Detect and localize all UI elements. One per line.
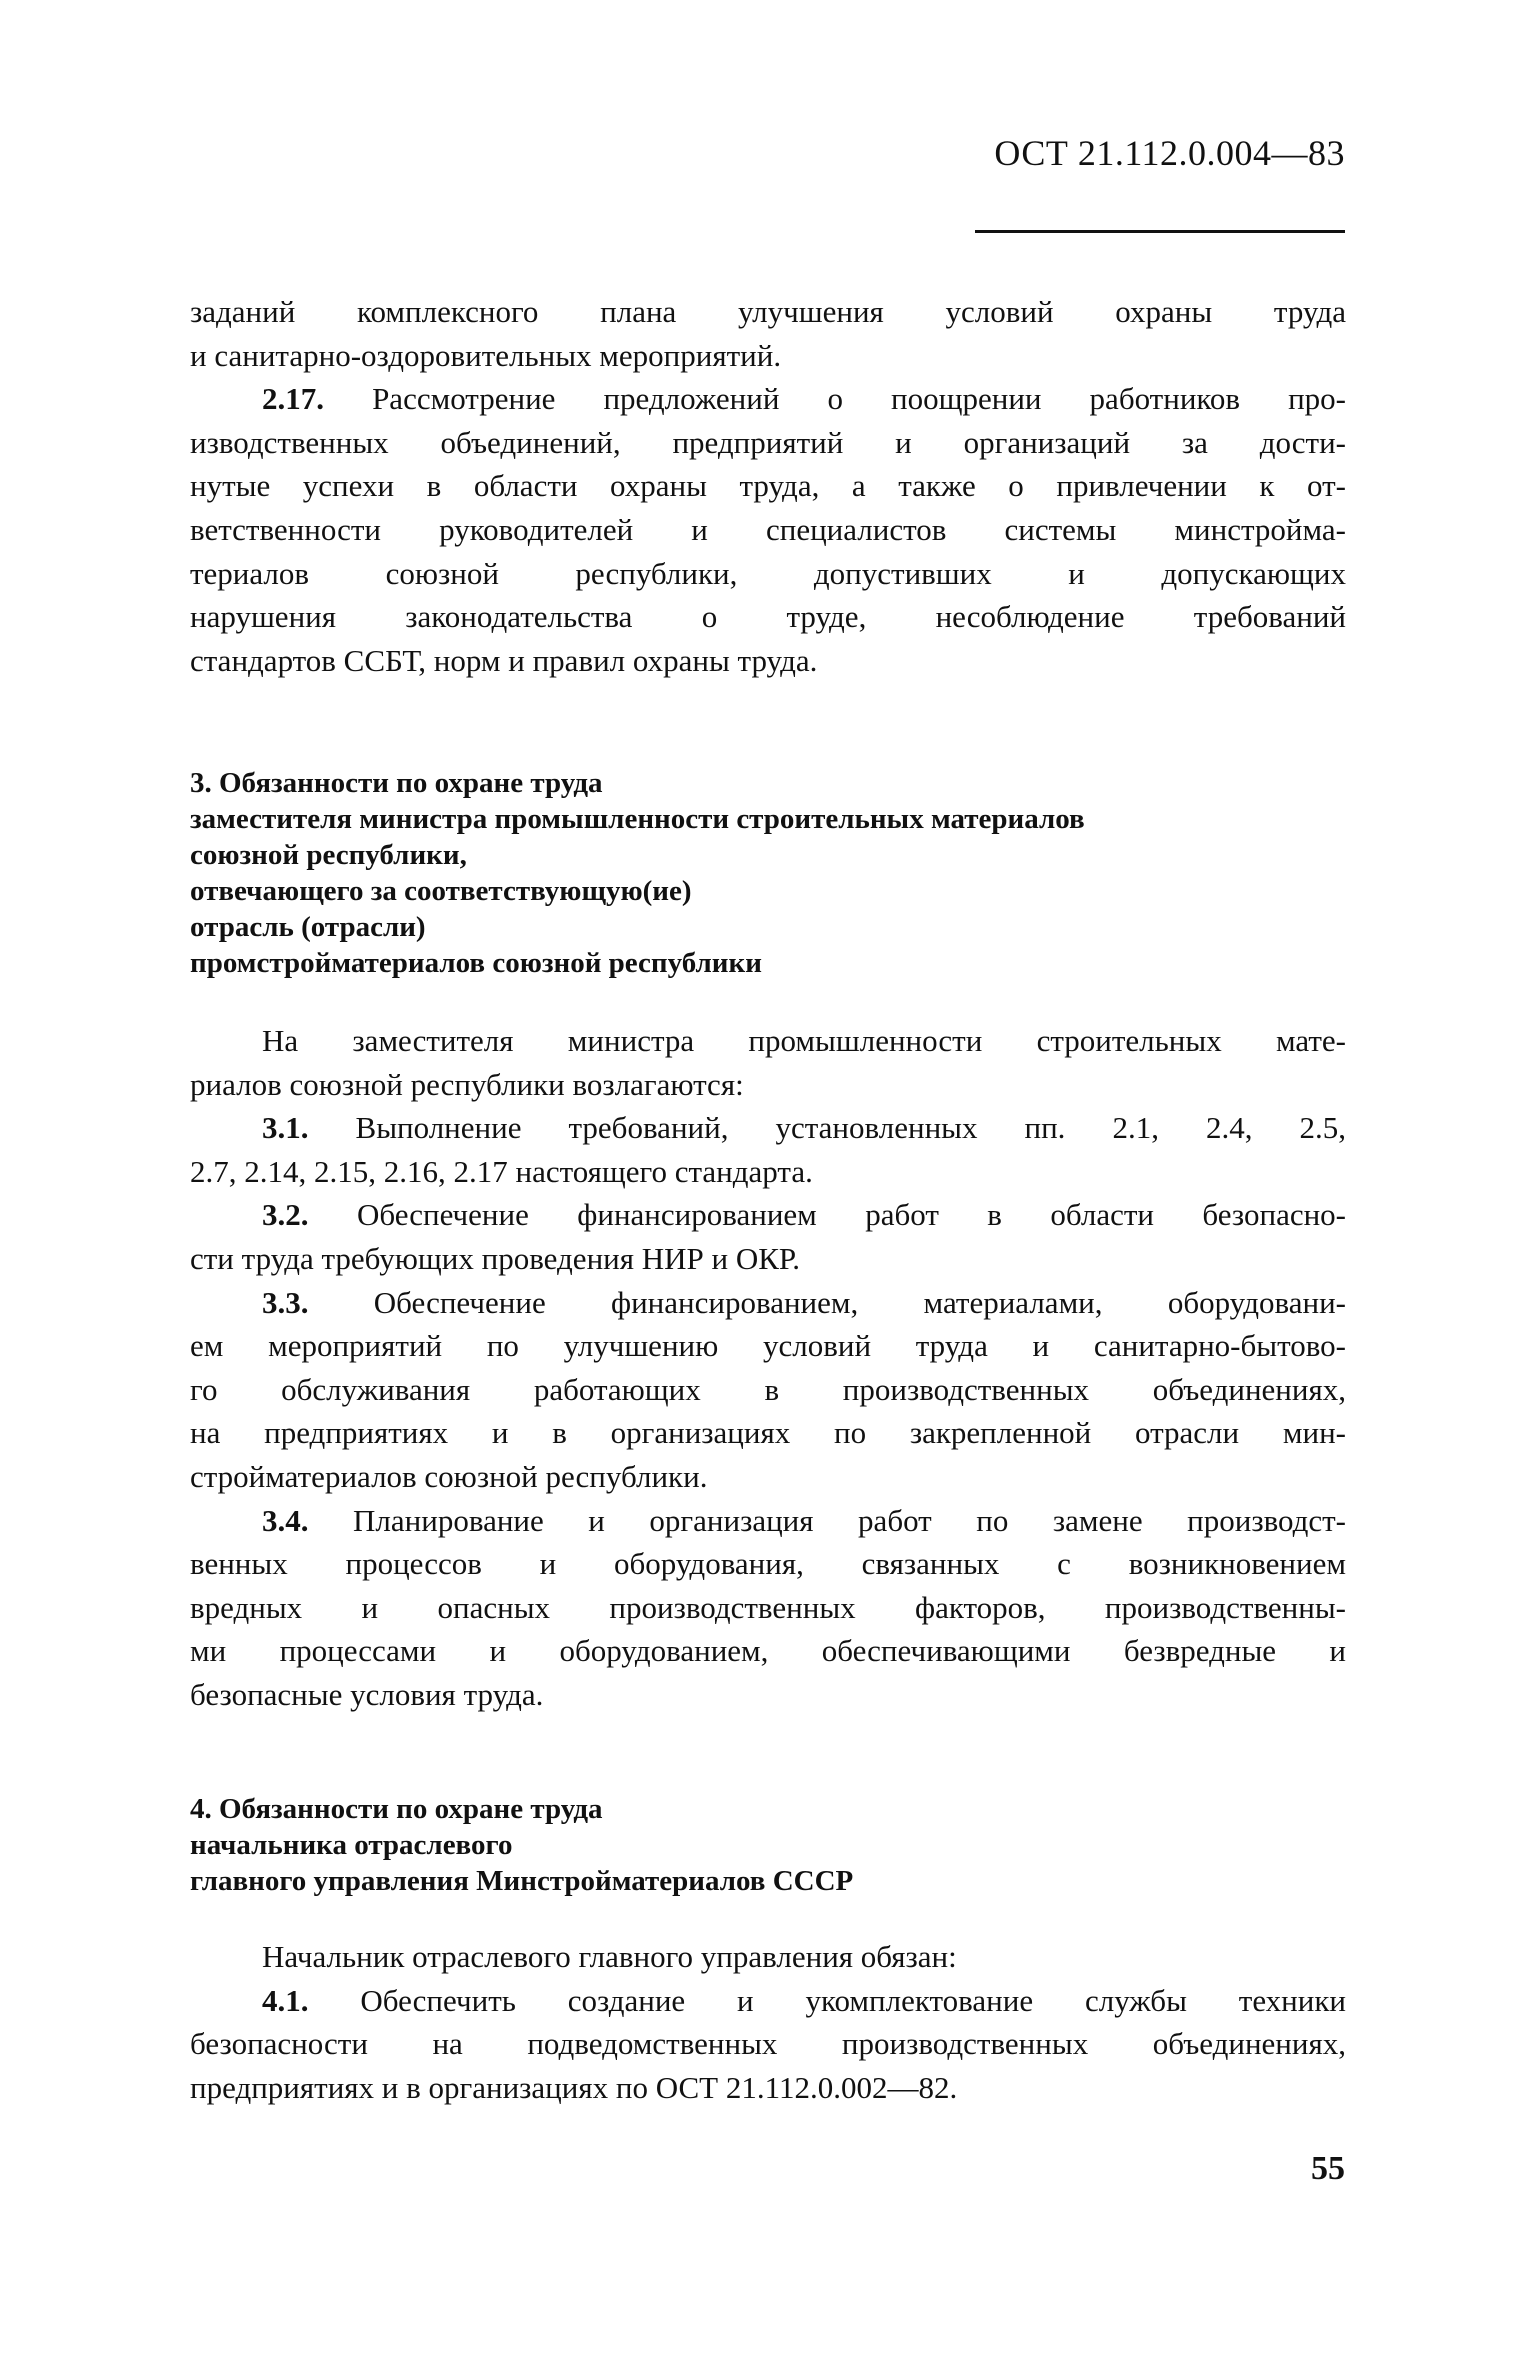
numbered-clause <box>190 1106 1346 1193</box>
numbered-clause <box>190 1499 1346 1717</box>
numbered-clause <box>190 1193 1346 1280</box>
text-line <box>190 1411 1346 1455</box>
text-line <box>190 1281 1346 1325</box>
heading-line: заместителя министра промышленности строительных материалов <box>190 803 1085 835</box>
text-line <box>190 639 1346 683</box>
text-line <box>190 1673 1346 1717</box>
text-line <box>190 377 1346 421</box>
text-block <box>190 1935 1346 2109</box>
text-line <box>190 1629 1346 1673</box>
line-text: на предприятиях и в организациях по закрепленной отрасли мин- <box>190 1415 1346 1451</box>
line-text: Обеспечение финансированием работ в области безопасно- <box>356 1197 1347 1233</box>
section-heading <box>190 1791 1346 1899</box>
line-text: Рассмотрение предложений о поощрении работников про- <box>372 381 1346 417</box>
text-line <box>190 334 1346 378</box>
clause-number: 3.3. <box>262 1284 309 1320</box>
line-text: Начальник отраслевого главного управления обязан: <box>262 1939 957 1974</box>
text-line <box>190 1019 1346 1063</box>
text-line <box>190 1193 1346 1237</box>
line-text: териалов союзной республики, допустивших и допускающих <box>190 555 1346 591</box>
line-text: заданий комплексного плана улучшения условий охраны труда <box>190 294 1346 329</box>
text-line <box>190 1324 1346 1368</box>
clause-number: 3.1. <box>262 1110 309 1146</box>
numbered-clause <box>190 1979 1346 2110</box>
heading-line: начальника отраслевого <box>190 1829 513 1861</box>
text-line <box>190 552 1346 596</box>
text-line <box>190 595 1346 639</box>
clause-number: 3.2. <box>262 1197 309 1233</box>
document-code-header: ОСТ 21.112.0.004—83 <box>994 133 1345 173</box>
text-line <box>190 464 1346 508</box>
line-text: ми процессами и оборудованием, обеспечивающими безвредные и <box>190 1633 1346 1669</box>
text-line <box>190 1979 1346 2023</box>
line-text: 2.7, 2.14, 2.15, 2.16, 2.17 настоящего стандарта. <box>190 1153 813 1189</box>
text-line <box>190 508 1346 552</box>
text-line <box>190 1586 1346 1630</box>
line-text: стройматериалов союзной республики. <box>190 1458 708 1494</box>
line-text: Планирование и организация работ по замене производст- <box>353 1502 1347 1538</box>
text-line <box>190 290 1346 334</box>
heading-line: главного управления Минстройматериалов СССР <box>190 1865 854 1897</box>
text-line <box>190 1237 1346 1281</box>
text-line <box>190 2022 1346 2066</box>
text-line <box>190 421 1346 465</box>
text-line <box>190 1935 1346 1979</box>
line-text: безопасности на подведомственных производственных объединениях, <box>190 2026 1346 2062</box>
line-text: Обеспечение финансированием, материалами, оборудовани- <box>373 1284 1346 1320</box>
paragraph <box>190 1019 1346 1106</box>
clause-number: 4.1. <box>262 1982 309 2018</box>
line-text: ветственности руководителей и специалистов системы минстройма- <box>190 511 1346 547</box>
clause-number: 3.4. <box>262 1502 309 1538</box>
line-text: Выполнение требований, установленных пп. 2.1, 2.4, 2.5, <box>355 1110 1347 1146</box>
line-text: стандартов ССБТ, норм и правил охраны труда. <box>190 642 818 678</box>
heading-line: союзной республики, <box>190 839 467 871</box>
line-text: и санитарно-оздоровительных мероприятий. <box>190 337 782 373</box>
section-heading <box>190 765 1346 981</box>
line-text: риалов союзной республики возлагаются: <box>190 1066 744 1102</box>
heading-line: 4. Обязанности по охране труда <box>190 1793 603 1825</box>
line-text: ем мероприятий по улучшению условий труда и санитарно-бытово- <box>190 1328 1346 1364</box>
line-text: нарушения законодательства о труде, несоблюдение требований <box>190 599 1346 635</box>
heading-line: отвечающего за соответствующую(ие) <box>190 875 692 907</box>
text-line <box>190 1106 1346 1150</box>
line-text: На заместителя министра промышленности строительных мате- <box>262 1023 1346 1058</box>
line-text: венных процессов и оборудования, связанных с возникновением <box>190 1546 1346 1582</box>
clause-number: 2.17. <box>262 381 324 417</box>
heading-line: промстройматериалов союзной республики <box>190 947 762 979</box>
line-text: нутые успехи в области охраны труда, а также о привлечении к от- <box>190 468 1346 504</box>
heading-line: отрасль (отрасли) <box>190 911 426 943</box>
text-line <box>190 1499 1346 1543</box>
line-text: Обеспечить создание и укомплектование службы техники <box>360 1982 1347 2018</box>
text-line <box>190 1368 1346 1412</box>
text-line <box>190 2066 1346 2110</box>
line-text: сти труда требующих проведения НИР и ОКР. <box>190 1240 801 1276</box>
numbered-clause <box>190 1281 1346 1499</box>
line-text: вредных и опасных производственных факторов, производственны- <box>190 1589 1346 1625</box>
text-block <box>190 1019 1346 1717</box>
line-text: предприятиях и в организациях по ОСТ 21.112.0.002—82. <box>190 2069 958 2105</box>
line-text: го обслуживания работающих в производственных объединениях, <box>190 1371 1346 1407</box>
page-number: 55 <box>1311 2150 1345 2187</box>
numbered-clause <box>190 377 1346 682</box>
paragraph <box>190 1935 1346 1979</box>
text-line <box>190 1150 1346 1194</box>
text-line <box>190 1542 1346 1586</box>
paragraph <box>190 290 1346 377</box>
header-rule <box>975 230 1345 233</box>
line-text: безопасные условия труда. <box>190 1676 544 1712</box>
text-line <box>190 1063 1346 1107</box>
heading-line: 3. Обязанности по охране труда <box>190 767 603 799</box>
text-line <box>190 1455 1346 1499</box>
text-block <box>190 290 1346 682</box>
line-text: изводственных объединений, предприятий и организаций за дости- <box>190 424 1346 460</box>
